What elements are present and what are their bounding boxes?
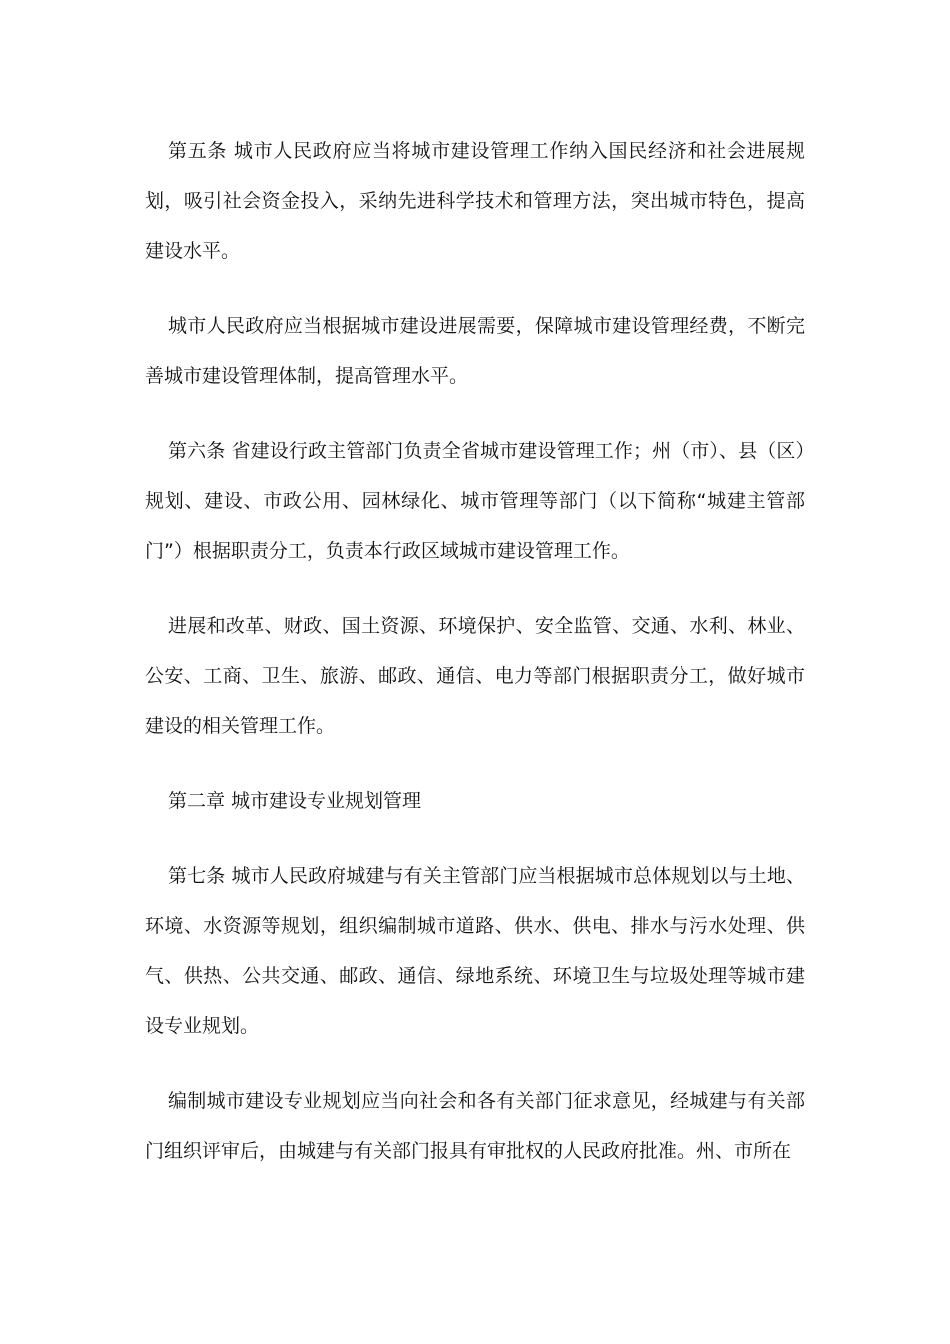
paragraph-article-7-review: 编制城市建设专业规划应当向社会和各有关部门征求意见，经城建与有关部门组织评审后，由城建与有关部门报具有审批权的人民政府批准。州、市所在 bbox=[145, 1090, 805, 1162]
chapter-heading: 第二章 城市建设专业规划管理 bbox=[168, 790, 422, 812]
paragraph-article-6: 第六条 省建设行政主管部门负责全省城市建设管理工作；州（市）、县（区）规划、建设、市政公用、园林绿化、城市管理等部门（以下简称“城建主管部门”）根据职责分工，负责本行政区域城市建设管理工作。 bbox=[145, 440, 805, 562]
paragraph-article-5: 第五条 城市人民政府应当将城市建设管理工作纳入国民经济和社会进展规划，吸引社会资金投入，采纳先进科学技术和管理方法，突出城市特色，提高建设水平。 bbox=[145, 140, 805, 262]
paragraph-article-6-departments: 进展和改革、财政、国土资源、环境保护、安全监管、交通、水利、林业、公安、工商、卫生、旅游、邮政、通信、电力等部门根据职责分工，做好城市建设的相关管理工作。 bbox=[145, 615, 805, 737]
paragraph-article-5-funding: 城市人民政府应当根据城市建设进展需要，保障城市建设管理经费，不断完善城市建设管理体制，提高管理水平。 bbox=[145, 315, 805, 387]
document-body bbox=[145, 126, 805, 1201]
paragraph-article-7: 第七条 城市人民政府城建与有关主管部门应当根据城市总体规划以与土地、环境、水资源等规划，组织编制城市道路、供水、供电、排水与污水处理、供气、供热、公共交通、邮政、通信、绿地系统、环境卫生与垃圾处理等城市建设专业规划。 bbox=[145, 865, 805, 1037]
